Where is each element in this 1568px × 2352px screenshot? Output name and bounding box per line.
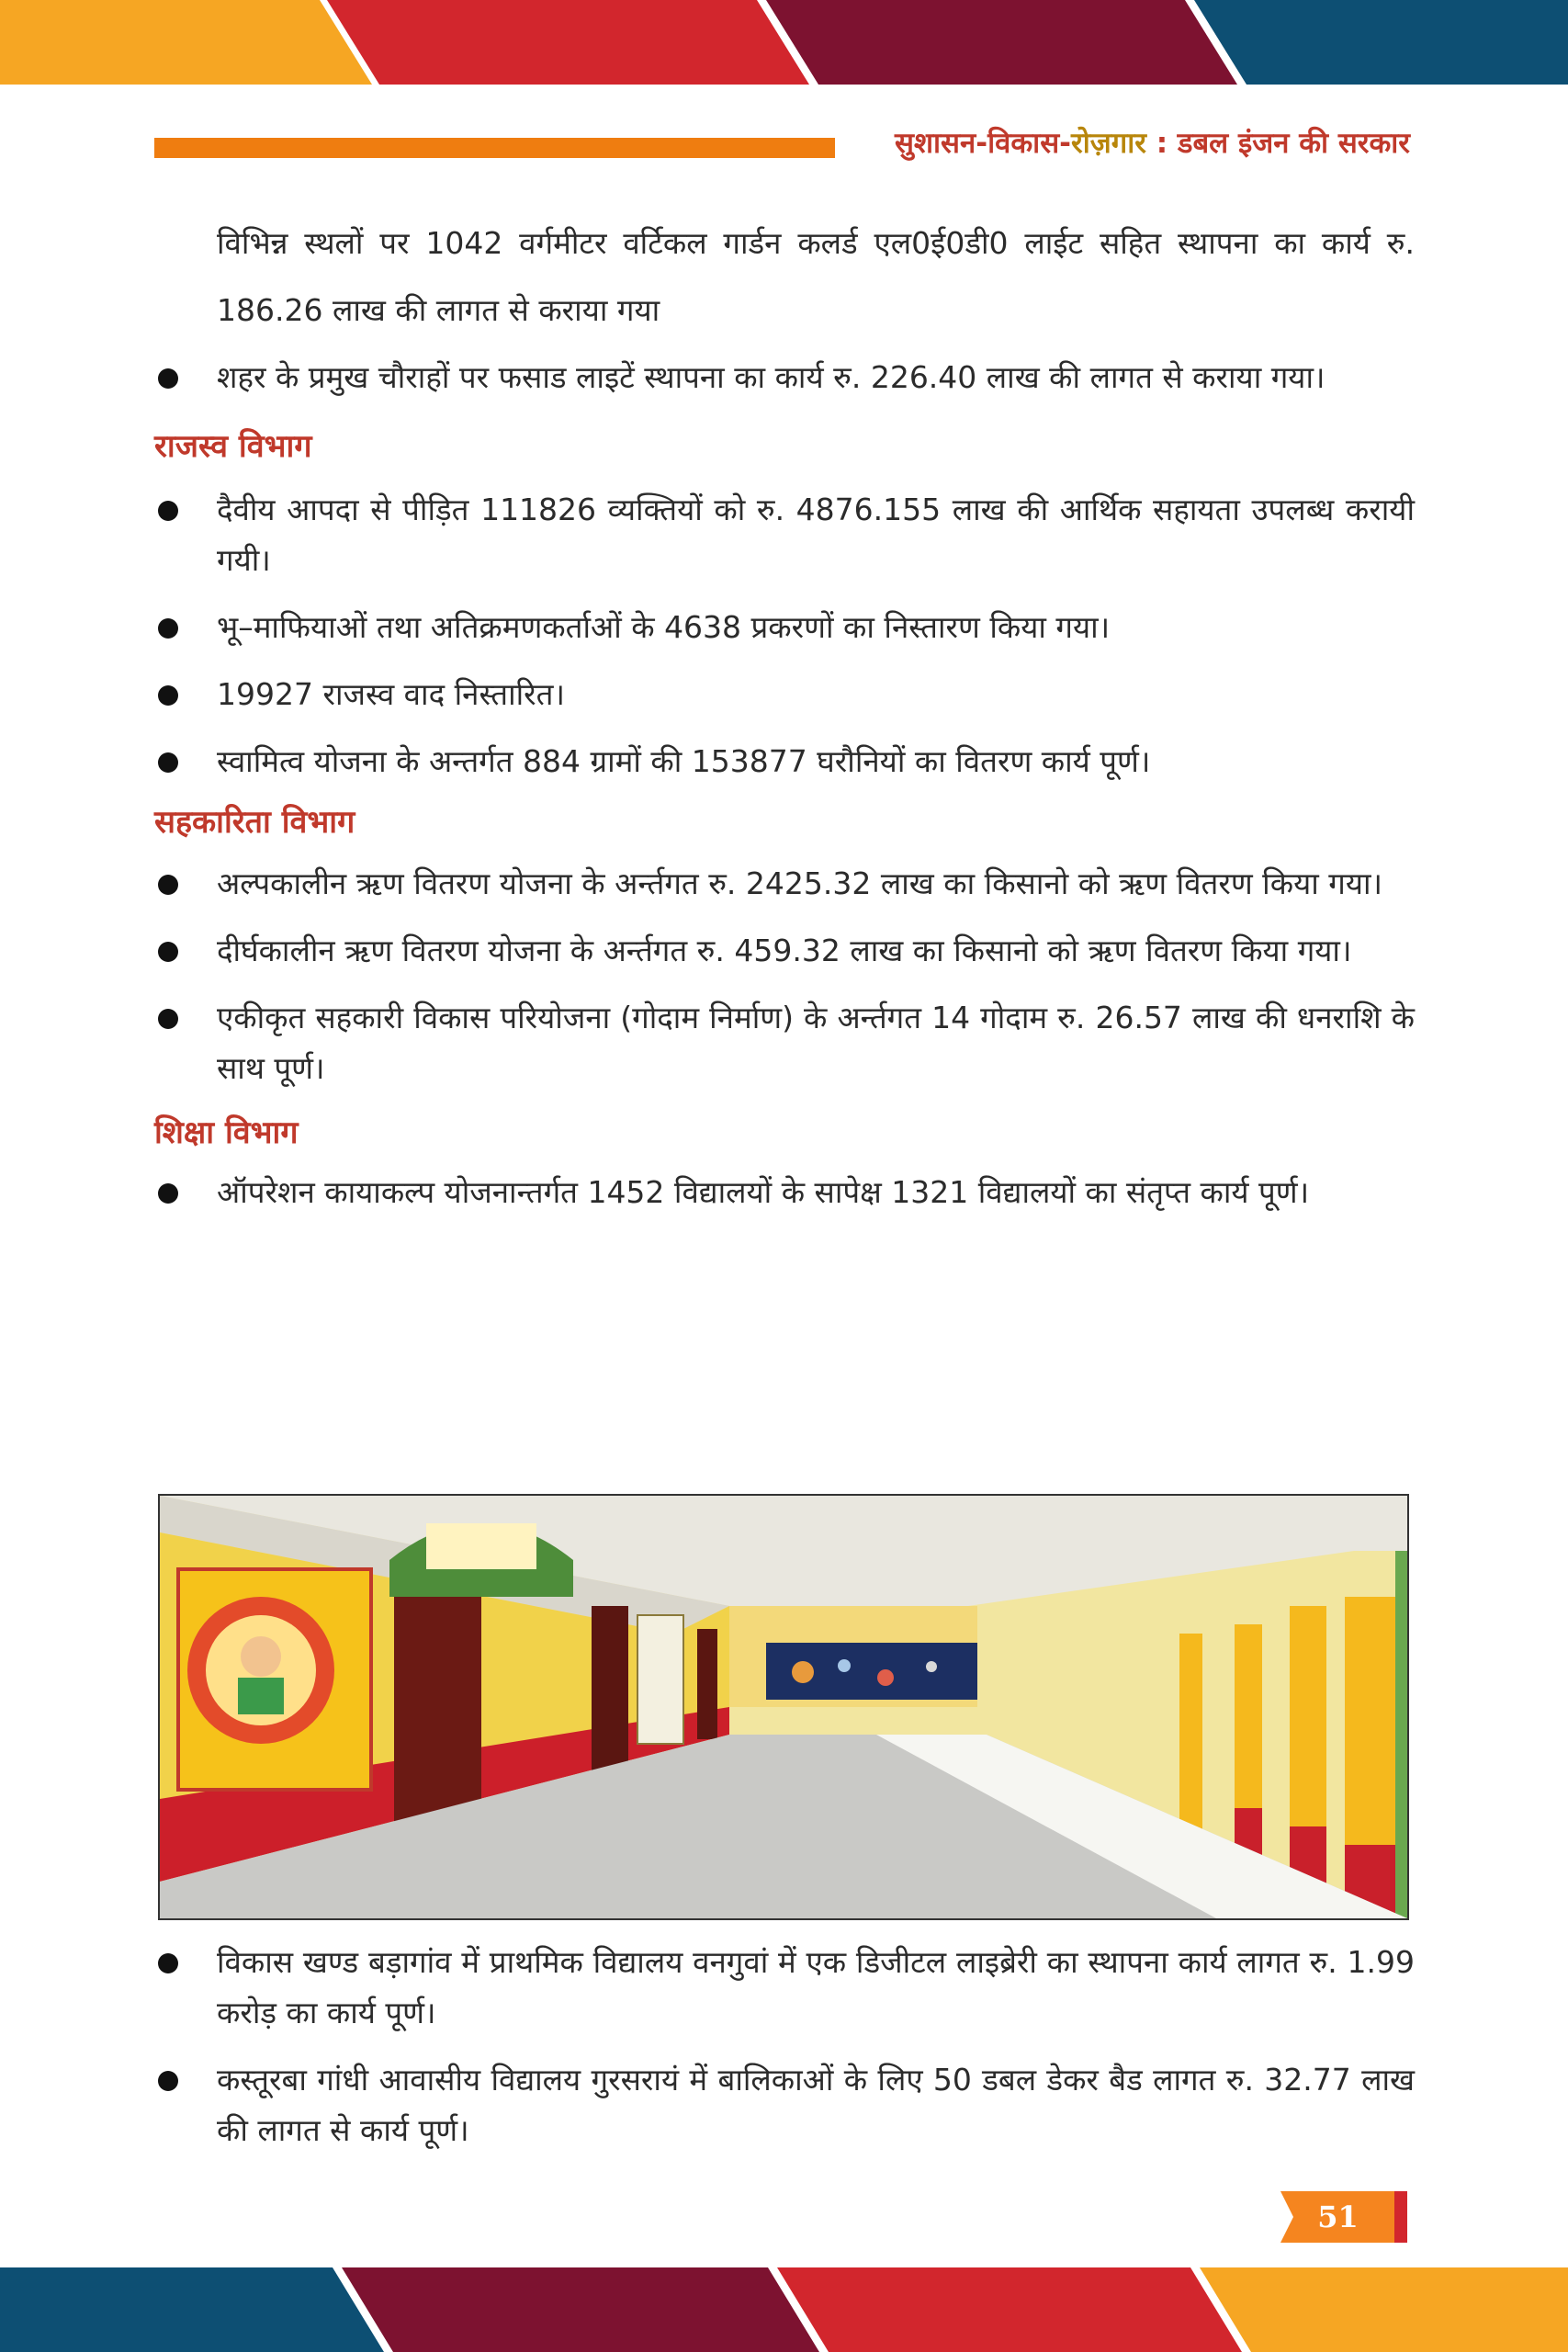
- running-header-title: [895, 123, 1410, 162]
- bottom-band-maroon: [342, 2267, 819, 2352]
- school-corridor-illustration: [160, 1496, 1407, 1918]
- cooperative-list: [154, 858, 1415, 1093]
- bullet-dot: [158, 1953, 178, 1973]
- page-number: 51: [1317, 2199, 1359, 2234]
- header-title-part4: : डबल इंजन की सरकार: [1145, 127, 1410, 160]
- header-title-part2: विकास: [987, 127, 1060, 160]
- bottom-band-shapes: [0, 2267, 1568, 2352]
- top-band-orange: [0, 0, 372, 85]
- list-item: [154, 925, 1415, 976]
- bottom-band-orange: [1200, 2267, 1568, 2352]
- bullet-dot: [158, 1183, 178, 1204]
- list-item-text: ऑपरेशन कायाकल्प योजनान्तर्गत 1452 विद्यालयों के सापेक्ष 1321 विद्यालयों का संतृप्त कार्य पूर्ण।: [217, 1174, 1310, 1210]
- bottom-band-red: [777, 2267, 1242, 2352]
- bullet-dot: [158, 752, 178, 773]
- list-item-text: अल्पकालीन ऋण वितरण योजना के अर्न्तगत रु. 2425.32 लाख का किसानो को ऋण वितरण किया गया।: [217, 865, 1383, 901]
- header-title-sep1: -: [976, 127, 988, 160]
- top-color-band: [0, 0, 1568, 85]
- list-item-text: विकास खण्ड बड़ागांव में प्राथमिक विद्यालय वनगुवां में एक डिजीटल लाइब्रेरी का स्थापना कार्य लागत रु. 1.99 करोड़ का कार्य पूर्ण।: [217, 1944, 1415, 2030]
- bullet-dot: [158, 2071, 178, 2091]
- list-item: [154, 858, 1415, 909]
- header-title-sep2: -: [1059, 127, 1072, 160]
- top-band-shapes: [0, 0, 1568, 85]
- bullet-dot: [158, 875, 178, 895]
- list-item-text: भू–माफियाओं तथा अतिक्रमणकर्ताओं के 4638 प्रकरणों का निस्तारण किया गया।: [217, 609, 1111, 645]
- page-content: [154, 204, 1415, 1217]
- list-item-text: एकीकृत सहकारी विकास परियोजना (गोदाम निर्माण) के अर्न्तगत 14 गोदाम रु. 26.57 लाख की धनराशि के साथ पूर्ण।: [217, 1000, 1415, 1086]
- intro-section: [154, 209, 1415, 411]
- list-item: [154, 602, 1415, 652]
- list-item: [154, 1167, 1415, 1217]
- bullet-dot: [158, 685, 178, 706]
- section-heading-education: शिक्षा विभाग: [154, 1114, 299, 1151]
- section-heading-revenue: राजस्व विभाग: [154, 428, 312, 465]
- list-item-text: कस्तूरबा गांधी आवासीय विद्यालय गुरसरायं में बालिकाओं के लिए 50 डबल डेकर बैड लागत रु. 32.77 लाख की लागत से कार्य पूर्ण।: [217, 2062, 1415, 2148]
- header-title-part3: रोज़गार: [1071, 127, 1146, 160]
- list-item: [154, 736, 1415, 786]
- bullet-dot: [158, 1009, 178, 1029]
- top-band-maroon: [766, 0, 1237, 85]
- top-band-navy: [1194, 0, 1568, 85]
- bottom-color-band: [0, 2267, 1568, 2352]
- list-item: [154, 2054, 1415, 2155]
- list-item: [154, 344, 1415, 411]
- list-item-text: दैवीय आपदा से पीड़ित 111826 व्यक्तियों को रु. 4876.155 लाख की आर्थिक सहायता उपलब्ध करायी गयी।: [217, 492, 1415, 578]
- intro-paragraph: विभिन्न स्थलों पर 1042 वर्गमीटर वर्टिकल गार्डन कलर्ड एल0ई0डी0 लाईट सहित स्थापना का कार्य रु. 186.26 लाख की लागत से कराया गया: [217, 225, 1415, 328]
- list-item-text: शहर के प्रमुख चौराहों पर फसाड लाइटें स्थापना का कार्य रु. 226.40 लाख की लागत से कराया गया।: [217, 359, 1325, 395]
- top-band-red: [327, 0, 809, 85]
- header-orange-rule: [154, 138, 835, 158]
- revenue-list: [154, 484, 1415, 786]
- list-item: [154, 1937, 1415, 2038]
- bullet-dot: [158, 942, 178, 962]
- bullet-dot: [158, 501, 178, 521]
- header-title-part1: सुशासन: [894, 127, 976, 160]
- education-list: [154, 1167, 1415, 1217]
- list-item: [154, 484, 1415, 585]
- list-item: [154, 992, 1415, 1093]
- page-content-after-photo: [154, 1937, 1415, 2155]
- list-item-text: 19927 राजस्व वाद निस्तारित।: [217, 676, 565, 712]
- list-item-text: दीर्घकालीन ऋण वितरण योजना के अर्न्तगत रु. 459.32 लाख का किसानो को ऋण वितरण किया गया।: [217, 933, 1352, 968]
- list-item-text: स्वामित्व योजना के अन्तर्गत 884 ग्रामों की 153877 घरौनियों का वितरण कार्य पूर्ण।: [217, 743, 1151, 779]
- section-heading-cooperative: सहकारिता विभाग: [154, 804, 355, 841]
- list-item: [154, 669, 1415, 719]
- bottom-band-navy: [0, 2267, 384, 2352]
- bullet-dot: [158, 618, 178, 639]
- school-corridor-photo: [158, 1494, 1409, 1920]
- bullet-dot: [158, 368, 178, 389]
